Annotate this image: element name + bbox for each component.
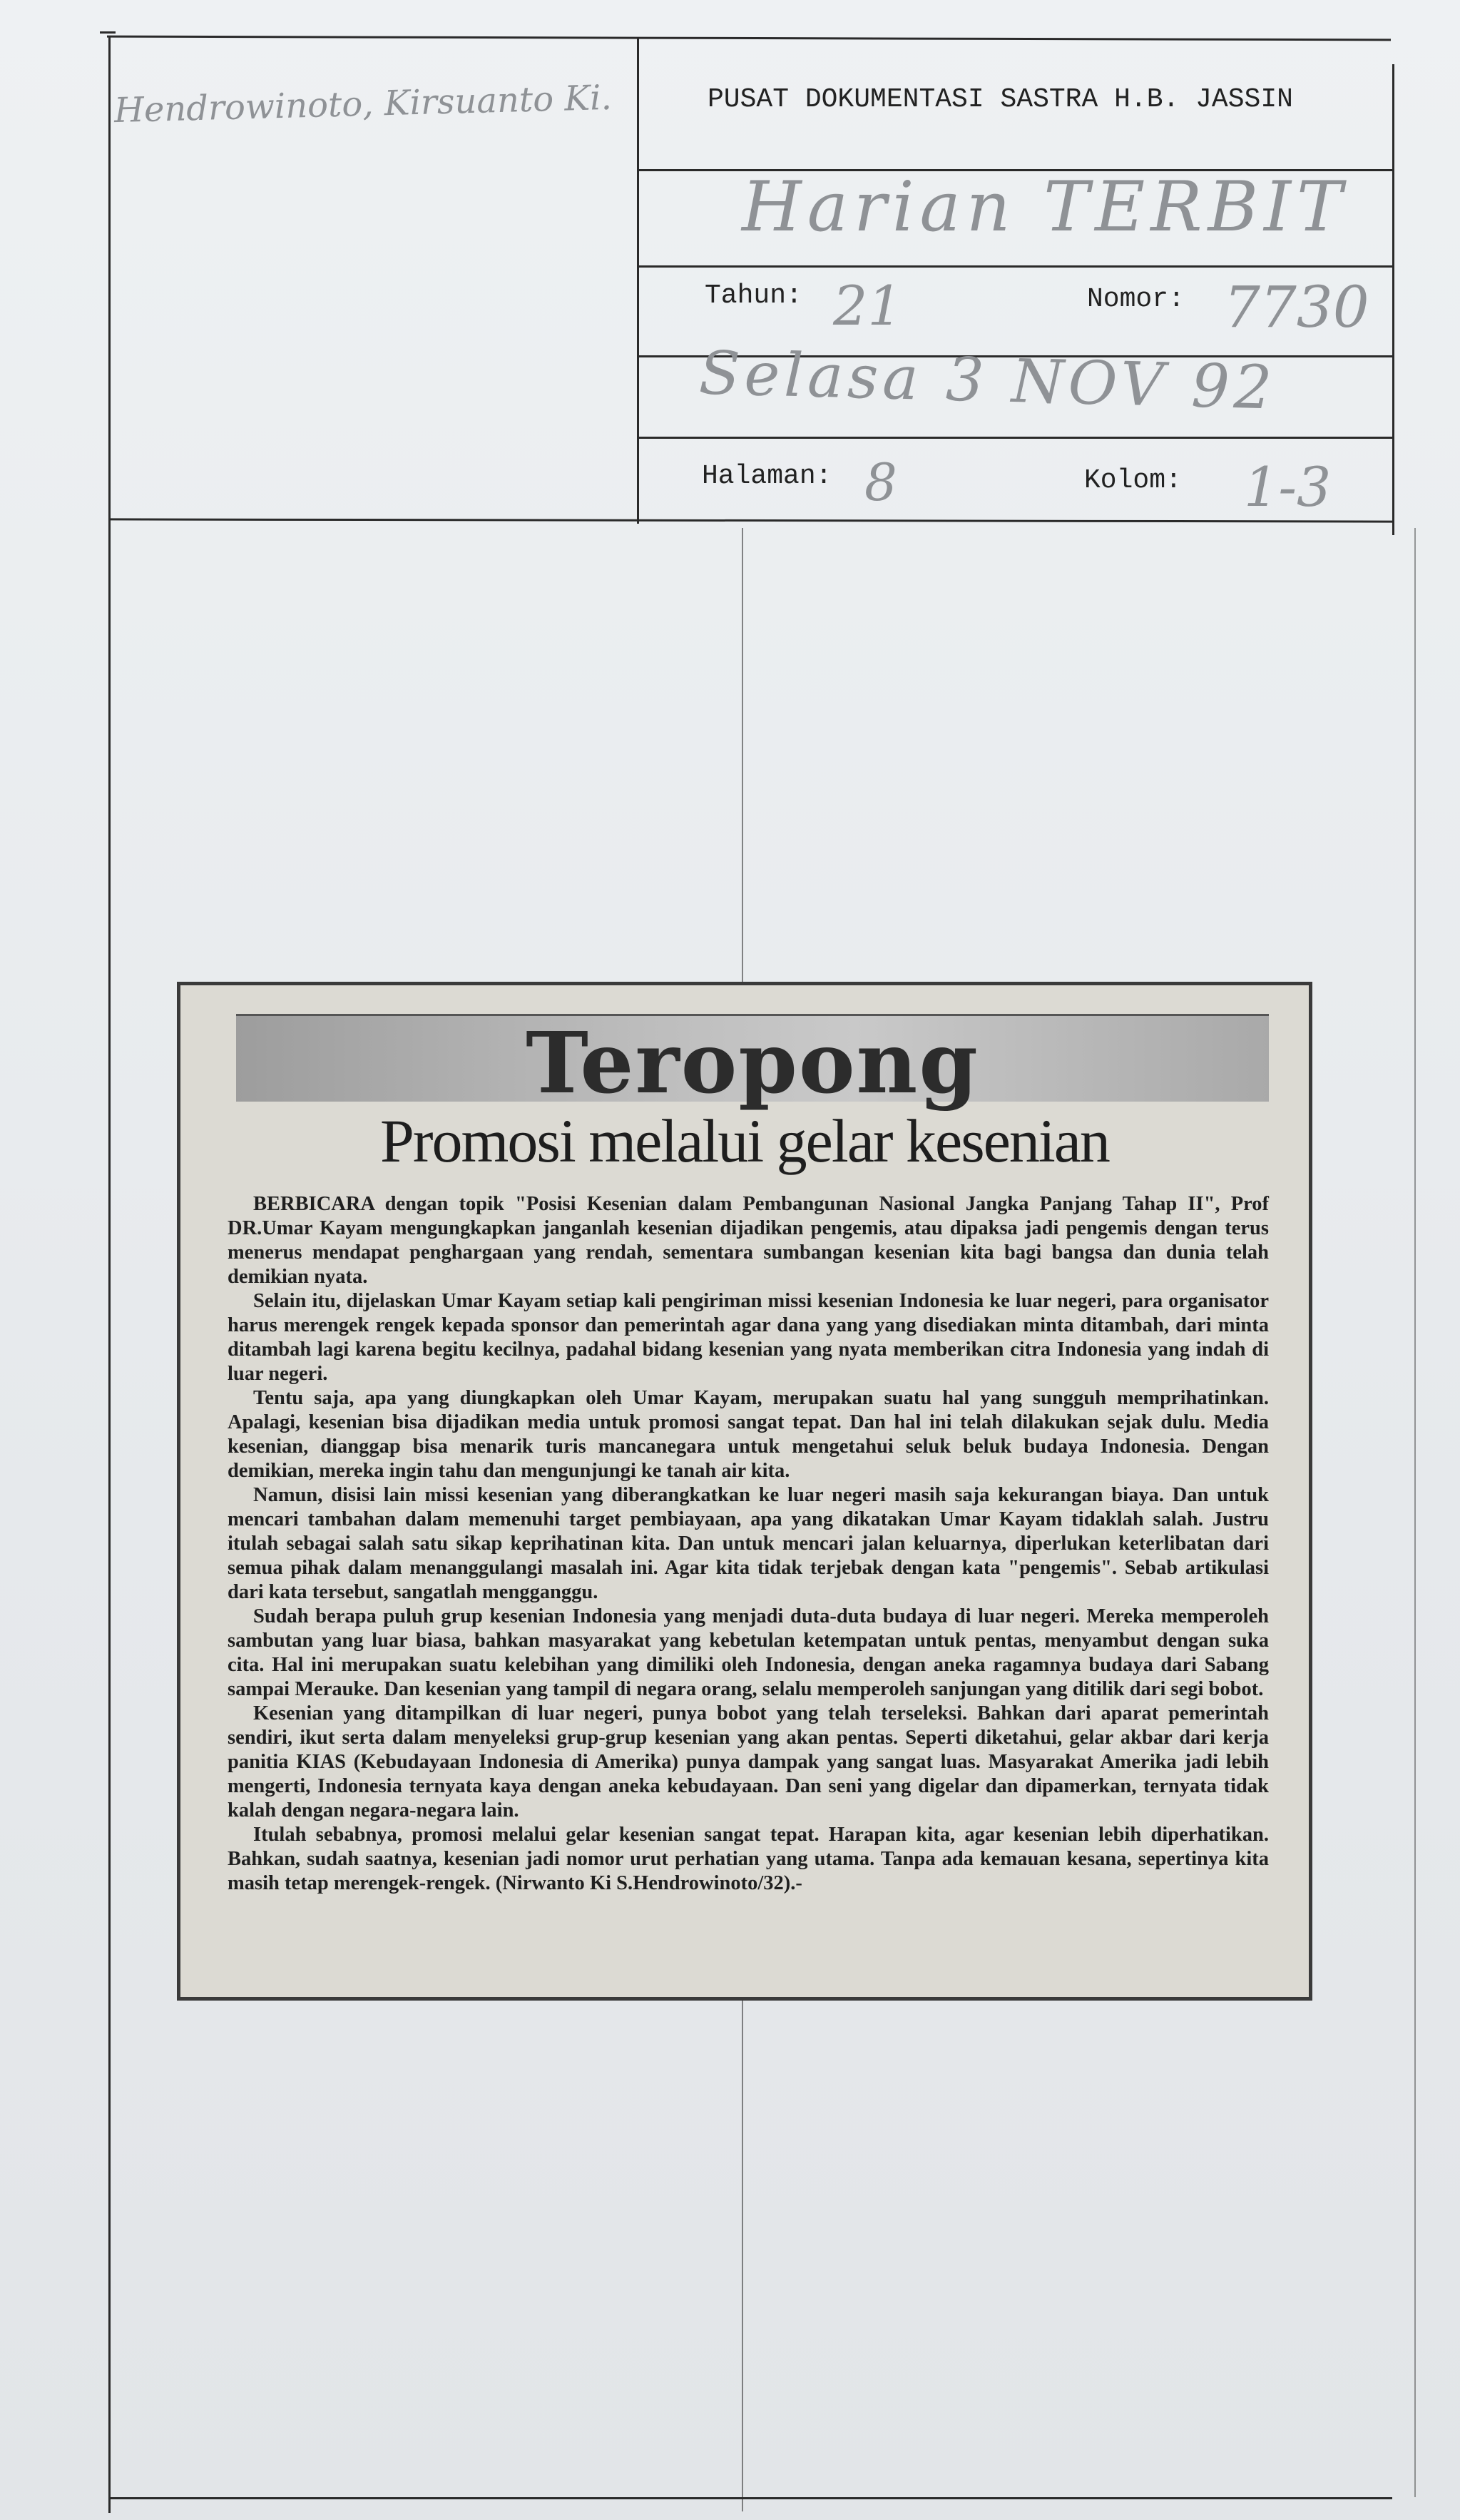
form-divider-vertical [637,37,639,524]
kolom-label: Kolom: [1084,465,1182,496]
halaman-label: Halaman: [702,461,832,492]
nomor-label: Nomor: [1087,284,1185,315]
tahun-label: Tahun: [705,280,802,311]
rubric-banner [236,1013,1269,1112]
article-paragraph: Kesenian yang ditampilkan di luar negeri, punya bobot yang telah terseleksi. Bahkan dari aparat pemerintah sendiri, ikut serta dalam menyeleksi grup-grup kesenian yang akan pentas. Seperti diketahui, gelar akbar dari kerja panitia KIAS (Kebudayaan Indonesia di Amerika) punya dampak yang sangat luas. Masyarakat Amerika jadi lebih mengerti, Indonesia ternyata kaya dengan aneka kebudayaan. Dan seni yang digelar dan dipamerkan, ternyata tidak kalah dengan negara-negara lain. [228,1702,1269,1822]
form-header-bottom [108,518,1392,522]
form-left-edge [108,37,111,2513]
kolom-value: 1-3 [1244,455,1332,519]
form-top-tick [100,31,116,34]
tahun-value: 21 [833,274,902,337]
nomor-value: 7730 [1224,274,1369,340]
author-signature: (Nirwanto Ki S.Hendrowinoto/32).- [490,1872,802,1894]
form-line-4 [637,437,1393,439]
article-paragraph: Tentu saja, apa yang diungkapkan oleh Umar Kayam, merupakan suatu hal yang sungguh memprihatinkan. Apalagi, kesenian bisa dijadikan media untuk promosi sangat tepat. Dan hal ini telah dilakukan sejak dulu. Media kesenian, dianggap bisa menarik turis mancanegara untuk mengetahui seluk beluk budaya Indonesia. Dengan demikian, mereka ingin tahu dan mengunjungi ke tanah air kita. [228,1387,1269,1482]
form-right-edge [1392,64,1394,535]
paragraph-text: Itulah sebabnya, promosi melalui gelar kesenian sangat tepat. Harapan kita, agar kesenian lebih diperhatikan. Bahkan, sudah saatnya, kesenian jadi nomor urut perhatian yang utama. Tanpa ada kemauan kesana, sepertinya kita masih tetap merengek-rengek. [228,1824,1269,1894]
date-handwriting: Selasa 3 NOV 92 [698,337,1277,423]
margin-handwriting: Hendrowinoto, Kirsuanto Ki. [113,77,613,131]
form-line-2 [637,265,1393,268]
article-paragraph: Selain itu, dijelaskan Umar Kayam setiap kali pengiriman missi kesenian Indonesia ke luar negeri, para organisator harus merengek rengek kepada sponsor dan pemerintah agar dana yang yang disediakan minta ditambah, dari minta ditambah lagi karena begitu kecilnya, padahal bidang kesenian yang nyata memberikan citra Indonesia yang indah di luar negeri. [228,1290,1269,1385]
halaman-value: 8 [864,452,897,512]
article-paragraph [228,1823,1269,1896]
article-headline: Promosi melalui gelar kesenian [380,1107,1109,1175]
newspaper-clipping [177,982,1312,2001]
form-top-line [107,36,1391,41]
institution-name: PUSAT DOKUMENTASI SASTRA H.B. JASSIN [708,84,1293,115]
publication-handwriting: Harian TERBIT [742,167,1349,247]
article-paragraph [228,1192,1269,1289]
article-body [228,1192,1269,1896]
rubric-title: Teropong [526,1013,979,1112]
form-right-lower-edge [1414,528,1416,2497]
lead-word: BERBICARA [253,1193,374,1215]
article-paragraph: Namun, disisi lain missi kesenian yang diberangkatkan ke luar negeri masih saja kekurangan biaya. Dan untuk mencari tambahan dalam memenuhi target pembiayaan, apa yang dikatakan Umar Kayam tidaklah salah. Justru itulah sebagai salah satu sikap keprihatinan kita. Dan untuk mencari jalan keluarnya, diperlukan keterlibatan dari semua pihak dalam menanggulangi masalah ini. Agar kita tidak terjebak dengan kata "pengemis". Sebab artikulasi dari kata tersebut, sangatlah mengganggu. [228,1484,1269,1603]
paragraph-text: dengan topik "Posisi Kesenian dalam Pembangunan Nasional Jangka Panjang Tahap II", Prof DR.Umar Kayam mengungkapkan janganlah kesenian dijadikan pengemis, atau dipaksa jadi pengemis dengan terus menerus mendapat penghargaan yang rendah, sementara sumbangan kesenian kita bagi bangsa dan dunia telah demikian nyata. [228,1193,1269,1288]
article-paragraph: Sudah berapa puluh grup kesenian Indonesia yang menjadi duta-duta budaya di luar negeri. Mereka memperoleh sambutan yang luar biasa, bahkan masyarakat yang kebetulan ketempatan untuk pentas, menyambut dengan suka cita. Hal ini merupakan suatu kelebihan yang dimiliki oleh Indonesia, dengan aneka ragamnya budaya dari Sabang sampai Merauke. Dan kesenian yang tampil di negara orang, selalu memperoleh sanjungan yang ditilik dari segi bobot. [228,1605,1269,1700]
form-bottom-line [108,2497,1392,2499]
